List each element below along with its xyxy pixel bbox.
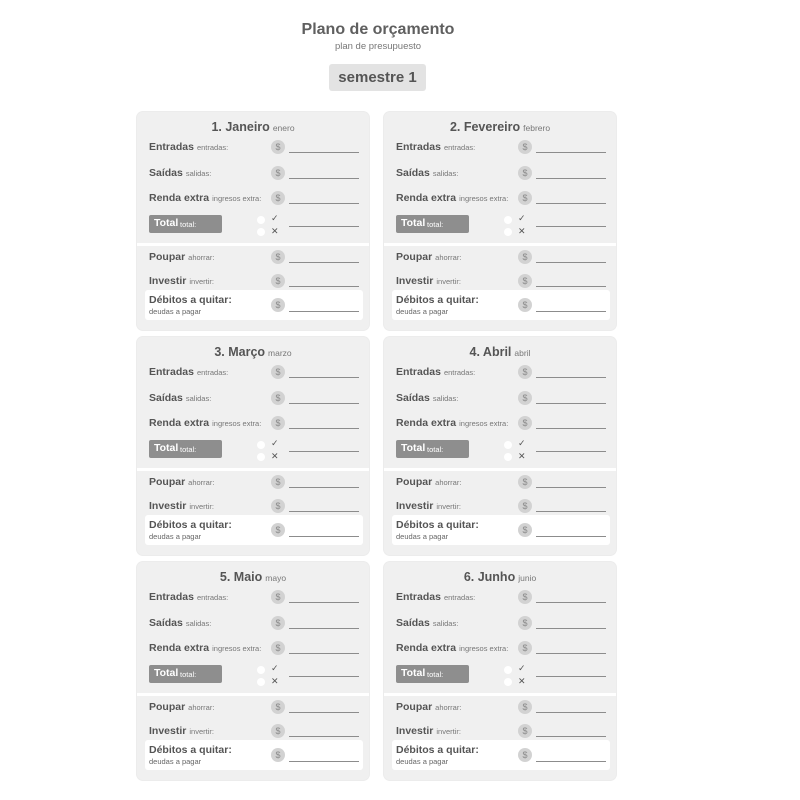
poupar-label: Poupar ahorrar: xyxy=(149,476,215,488)
poupar-input-line[interactable] xyxy=(289,262,359,263)
entradas-label: Entradas entradas: xyxy=(396,591,476,603)
total-badge: Total total: xyxy=(149,215,222,233)
dot-marker xyxy=(257,216,265,224)
saidas-row xyxy=(396,615,606,633)
dot-marker xyxy=(257,228,265,236)
debitos-sublabel: deudas a pagar xyxy=(396,532,449,541)
investir-input-line[interactable] xyxy=(536,286,606,287)
investir-row xyxy=(149,723,359,741)
dollar-icon: $ xyxy=(518,475,532,489)
month-title: 6. Junho junio xyxy=(463,570,537,584)
investir-label: Investir invertir: xyxy=(396,725,461,737)
investir-row xyxy=(149,273,359,291)
saidas-label: Saídas salidas: xyxy=(149,167,212,179)
total-input-line[interactable] xyxy=(536,226,606,227)
total-row xyxy=(149,213,359,236)
dot-marker xyxy=(504,678,512,686)
month-card xyxy=(137,337,369,555)
investir-row xyxy=(396,273,606,291)
debitos-input-line[interactable] xyxy=(289,536,359,537)
dot-marker xyxy=(257,666,265,674)
debitos-row xyxy=(392,515,610,545)
debitos-input-line[interactable] xyxy=(289,311,359,312)
renda-extra-row xyxy=(149,415,359,433)
saidas-input-line[interactable] xyxy=(536,403,606,404)
dollar-icon: $ xyxy=(518,250,532,264)
total-row xyxy=(396,663,606,686)
check-icon: ✓ xyxy=(271,663,279,673)
saidas-row xyxy=(396,390,606,408)
dollar-icon: $ xyxy=(271,475,285,489)
poupar-label: Poupar ahorrar: xyxy=(396,251,462,263)
dollar-icon: $ xyxy=(271,748,285,762)
saidas-label: Saídas salidas: xyxy=(396,392,459,404)
total-badge: Total total: xyxy=(396,440,469,458)
dollar-icon: $ xyxy=(271,416,285,430)
total-badge: Total total: xyxy=(396,215,469,233)
poupar-input-line[interactable] xyxy=(289,487,359,488)
saidas-label: Saídas salidas: xyxy=(149,392,212,404)
poupar-input-line[interactable] xyxy=(536,262,606,263)
month-card xyxy=(384,112,616,330)
investir-input-line[interactable] xyxy=(289,736,359,737)
month-title: 5. Maio mayo xyxy=(219,570,287,584)
dot-marker xyxy=(504,228,512,236)
dollar-icon: $ xyxy=(271,166,285,180)
investir-row xyxy=(149,498,359,516)
month-card xyxy=(384,337,616,555)
saidas-input-line[interactable] xyxy=(536,628,606,629)
total-input-line[interactable] xyxy=(289,676,359,677)
renda-extra-input-line[interactable] xyxy=(289,203,359,204)
entradas-input-line[interactable] xyxy=(536,602,606,603)
dollar-icon: $ xyxy=(518,724,532,738)
total-badge: Total total: xyxy=(396,665,469,683)
entradas-row xyxy=(396,139,606,157)
renda-extra-label: Renda extra ingresos extra: xyxy=(396,417,509,429)
investir-label: Investir invertir: xyxy=(149,275,214,287)
investir-row xyxy=(396,498,606,516)
debitos-input-line[interactable] xyxy=(536,761,606,762)
poupar-row xyxy=(396,249,606,267)
check-icon: ✓ xyxy=(518,663,526,673)
debitos-row xyxy=(145,290,363,320)
saidas-input-line[interactable] xyxy=(289,178,359,179)
poupar-label: Poupar ahorrar: xyxy=(149,251,215,263)
semester-badge: semestre 1 xyxy=(329,64,426,91)
saidas-input-line[interactable] xyxy=(289,403,359,404)
section-divider xyxy=(384,243,616,246)
total-input-line[interactable] xyxy=(289,226,359,227)
dollar-icon: $ xyxy=(518,616,532,630)
section-divider xyxy=(137,243,369,246)
cross-icon: ✕ xyxy=(271,226,279,236)
investir-label: Investir invertir: xyxy=(149,725,214,737)
renda-extra-label: Renda extra ingresos extra: xyxy=(396,642,509,654)
poupar-input-line[interactable] xyxy=(289,712,359,713)
dollar-icon: $ xyxy=(271,298,285,312)
total-input-line[interactable] xyxy=(536,451,606,452)
check-icon: ✓ xyxy=(271,438,279,448)
entradas-input-line[interactable] xyxy=(536,377,606,378)
section-divider xyxy=(137,693,369,696)
renda-extra-label: Renda extra ingresos extra: xyxy=(149,642,262,654)
poupar-input-line[interactable] xyxy=(536,712,606,713)
check-icon: ✓ xyxy=(518,438,526,448)
entradas-input-line[interactable] xyxy=(289,152,359,153)
debitos-row xyxy=(392,290,610,320)
debitos-label: Débitos a quitar: xyxy=(149,744,232,756)
entradas-label: Entradas entradas: xyxy=(149,591,229,603)
dollar-icon: $ xyxy=(271,250,285,264)
entradas-input-line[interactable] xyxy=(289,602,359,603)
month-title: 2. Fevereiro febrero xyxy=(449,120,551,134)
dollar-icon: $ xyxy=(518,391,532,405)
investir-label: Investir invertir: xyxy=(149,500,214,512)
poupar-row xyxy=(149,474,359,492)
dollar-icon: $ xyxy=(271,590,285,604)
poupar-label: Poupar ahorrar: xyxy=(396,701,462,713)
check-icon: ✓ xyxy=(518,213,526,223)
debitos-sublabel: deudas a pagar xyxy=(396,757,449,766)
total-row xyxy=(149,438,359,461)
poupar-label: Poupar ahorrar: xyxy=(149,701,215,713)
dot-marker xyxy=(257,678,265,686)
dollar-icon: $ xyxy=(518,166,532,180)
month-card xyxy=(384,562,616,780)
cross-icon: ✕ xyxy=(271,451,279,461)
saidas-row xyxy=(149,165,359,183)
debitos-input-line[interactable] xyxy=(289,761,359,762)
debitos-label: Débitos a quitar: xyxy=(396,744,479,756)
month-title: 1. Janeiro enero xyxy=(211,120,295,134)
total-input-line[interactable] xyxy=(536,676,606,677)
debitos-label: Débitos a quitar: xyxy=(149,294,232,306)
investir-label: Investir invertir: xyxy=(396,500,461,512)
saidas-row xyxy=(149,615,359,633)
debitos-label: Débitos a quitar: xyxy=(149,519,232,531)
section-divider xyxy=(137,468,369,471)
entradas-row xyxy=(396,589,606,607)
renda-extra-input-line[interactable] xyxy=(289,428,359,429)
debitos-row xyxy=(392,740,610,770)
debitos-input-line[interactable] xyxy=(536,536,606,537)
renda-extra-label: Renda extra ingresos extra: xyxy=(149,417,262,429)
renda-extra-row xyxy=(149,190,359,208)
month-card xyxy=(137,112,369,330)
dollar-icon: $ xyxy=(518,499,532,513)
poupar-row xyxy=(149,699,359,717)
dollar-icon: $ xyxy=(271,391,285,405)
entradas-input-line[interactable] xyxy=(289,377,359,378)
page-subtitle: plan de presupuesto xyxy=(334,41,422,52)
debitos-sublabel: deudas a pagar xyxy=(396,307,449,316)
dollar-icon: $ xyxy=(271,700,285,714)
dollar-icon: $ xyxy=(518,748,532,762)
month-card xyxy=(137,562,369,780)
dot-marker xyxy=(504,216,512,224)
renda-extra-row xyxy=(396,640,606,658)
dot-marker xyxy=(504,453,512,461)
check-icon: ✓ xyxy=(271,213,279,223)
dot-marker xyxy=(257,441,265,449)
entradas-row xyxy=(149,589,359,607)
dot-marker xyxy=(504,666,512,674)
renda-extra-input-line[interactable] xyxy=(536,428,606,429)
investir-input-line[interactable] xyxy=(536,511,606,512)
renda-extra-row xyxy=(396,415,606,433)
debitos-input-line[interactable] xyxy=(536,311,606,312)
entradas-label: Entradas entradas: xyxy=(396,366,476,378)
debitos-label: Débitos a quitar: xyxy=(396,294,479,306)
total-badge: Total total: xyxy=(149,665,222,683)
poupar-input-line[interactable] xyxy=(536,487,606,488)
saidas-input-line[interactable] xyxy=(289,628,359,629)
dollar-icon: $ xyxy=(271,641,285,655)
dollar-icon: $ xyxy=(271,274,285,288)
dollar-icon: $ xyxy=(518,140,532,154)
section-divider xyxy=(384,468,616,471)
saidas-label: Saídas salidas: xyxy=(149,617,212,629)
renda-extra-input-line[interactable] xyxy=(289,653,359,654)
dollar-icon: $ xyxy=(518,641,532,655)
entradas-row xyxy=(149,364,359,382)
debitos-label: Débitos a quitar: xyxy=(396,519,479,531)
investir-input-line[interactable] xyxy=(536,736,606,737)
section-divider xyxy=(384,693,616,696)
total-input-line[interactable] xyxy=(289,451,359,452)
total-row xyxy=(149,663,359,686)
dollar-icon: $ xyxy=(518,416,532,430)
dollar-icon: $ xyxy=(271,140,285,154)
dollar-icon: $ xyxy=(271,191,285,205)
dot-marker xyxy=(504,441,512,449)
entradas-input-line[interactable] xyxy=(536,152,606,153)
poupar-row xyxy=(149,249,359,267)
investir-input-line[interactable] xyxy=(289,286,359,287)
dollar-icon: $ xyxy=(271,724,285,738)
entradas-row xyxy=(149,139,359,157)
renda-extra-row xyxy=(149,640,359,658)
debitos-sublabel: deudas a pagar xyxy=(149,757,202,766)
dollar-icon: $ xyxy=(518,590,532,604)
debitos-sublabel: deudas a pagar xyxy=(149,532,202,541)
cross-icon: ✕ xyxy=(518,451,526,461)
total-row xyxy=(396,438,606,461)
dollar-icon: $ xyxy=(271,365,285,379)
dollar-icon: $ xyxy=(518,365,532,379)
total-badge: Total total: xyxy=(149,440,222,458)
dollar-icon: $ xyxy=(518,523,532,537)
entradas-label: Entradas entradas: xyxy=(149,141,229,153)
renda-extra-input-line[interactable] xyxy=(536,203,606,204)
entradas-label: Entradas entradas: xyxy=(149,366,229,378)
debitos-row xyxy=(145,515,363,545)
dollar-icon: $ xyxy=(518,274,532,288)
month-title: 4. Abril abril xyxy=(469,345,531,359)
month-title: 3. Março marzo xyxy=(214,345,292,359)
poupar-row xyxy=(396,699,606,717)
investir-label: Investir invertir: xyxy=(396,275,461,287)
saidas-label: Saídas salidas: xyxy=(396,617,459,629)
cross-icon: ✕ xyxy=(518,226,526,236)
dollar-icon: $ xyxy=(271,523,285,537)
debitos-sublabel: deudas a pagar xyxy=(149,307,202,316)
saidas-row xyxy=(396,165,606,183)
dollar-icon: $ xyxy=(518,298,532,312)
investir-row xyxy=(396,723,606,741)
cross-icon: ✕ xyxy=(271,676,279,686)
debitos-row xyxy=(145,740,363,770)
page-title: Plano de orçamento xyxy=(301,21,455,38)
renda-extra-input-line[interactable] xyxy=(536,653,606,654)
dollar-icon: $ xyxy=(518,700,532,714)
dollar-icon: $ xyxy=(271,616,285,630)
total-row xyxy=(396,213,606,236)
poupar-row xyxy=(396,474,606,492)
saidas-input-line[interactable] xyxy=(536,178,606,179)
renda-extra-label: Renda extra ingresos extra: xyxy=(149,192,262,204)
investir-input-line[interactable] xyxy=(289,511,359,512)
saidas-row xyxy=(149,390,359,408)
renda-extra-row xyxy=(396,190,606,208)
cross-icon: ✕ xyxy=(518,676,526,686)
saidas-label: Saídas salidas: xyxy=(396,167,459,179)
dot-marker xyxy=(257,453,265,461)
renda-extra-label: Renda extra ingresos extra: xyxy=(396,192,509,204)
entradas-label: Entradas entradas: xyxy=(396,141,476,153)
dollar-icon: $ xyxy=(271,499,285,513)
poupar-label: Poupar ahorrar: xyxy=(396,476,462,488)
entradas-row xyxy=(396,364,606,382)
dollar-icon: $ xyxy=(518,191,532,205)
